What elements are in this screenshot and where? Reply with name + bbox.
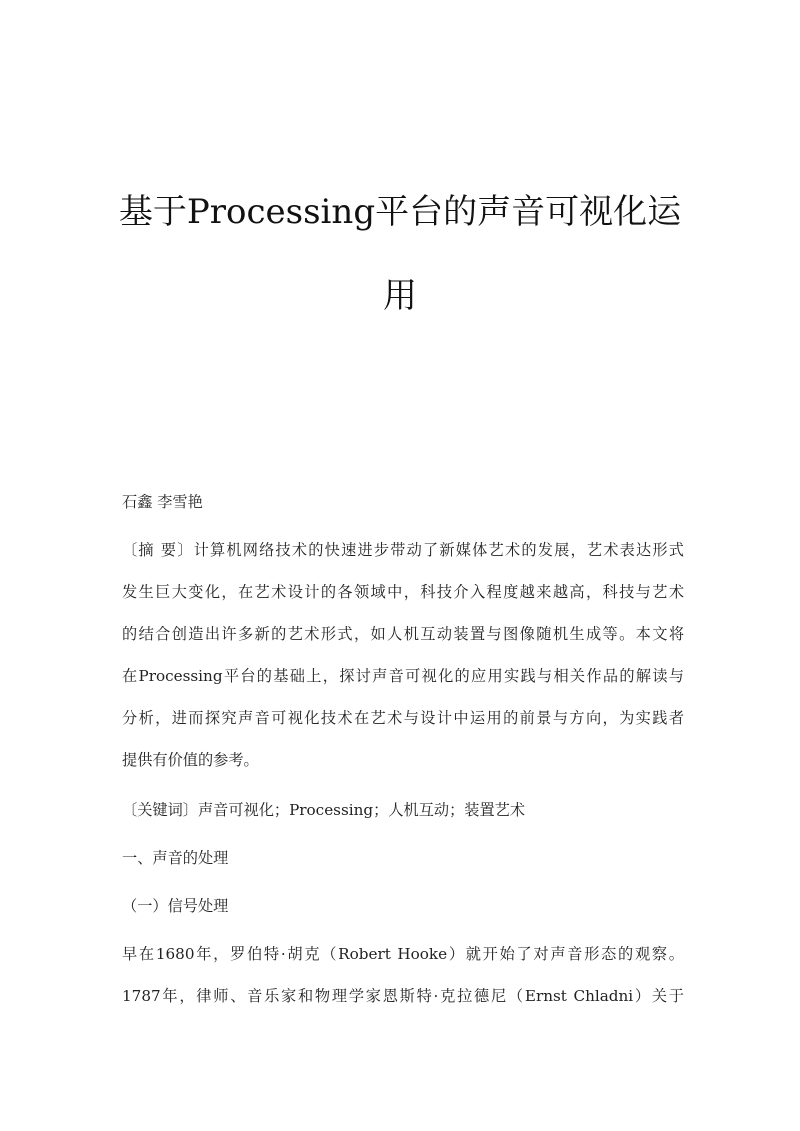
keywords — [122, 798, 684, 822]
section-1-heading: 一、声音的处理 — [122, 849, 229, 867]
keywords-line: 〔关键词〕声音可视化；Processing；人机互动；装置艺术 — [122, 801, 526, 819]
abstract-line: 在Processing平台的基础上，探讨声音可视化的应用实践与相关作品的解读与 — [122, 667, 684, 685]
body-line: 早在1680年，罗伯特·胡克（Robert Hooke）就开始了对声音形态的观察。 — [122, 945, 684, 963]
abstract-line: 发生巨大变化，在艺术设计的各领域中，科技介入程度越来越高，科技与艺术 — [122, 583, 684, 601]
authors — [122, 490, 684, 514]
author-names: 石鑫 李雪艳 — [122, 493, 203, 511]
abstract — [122, 538, 684, 772]
subsection-heading — [122, 894, 684, 918]
paper-title-line-2: 用 — [383, 276, 417, 316]
section-body — [122, 942, 684, 1008]
section-heading — [122, 846, 684, 870]
abstract-line: 提供有价值的参考。 — [122, 751, 259, 769]
abstract-line: 分析，进而探究声音可视化技术在艺术与设计中运用的前景与方向，为实践者 — [122, 709, 684, 727]
subsection-1-heading: （一）信号处理 — [122, 897, 229, 915]
abstract-line: 的结合创造出许多新的艺术形式，如人机互动装置与图像随机生成等。本文将 — [122, 625, 684, 643]
paper-title-line-1: 基于Processing平台的声音可视化运 — [118, 192, 682, 232]
abstract-line: 〔摘 要〕计算机网络技术的快速进步带动了新媒体艺术的发展，艺术表达形式 — [122, 541, 684, 559]
body-line: 1787年，律师、音乐家和物理学家恩斯特·克拉德尼（Ernst Chladni）关于 — [122, 987, 684, 1005]
